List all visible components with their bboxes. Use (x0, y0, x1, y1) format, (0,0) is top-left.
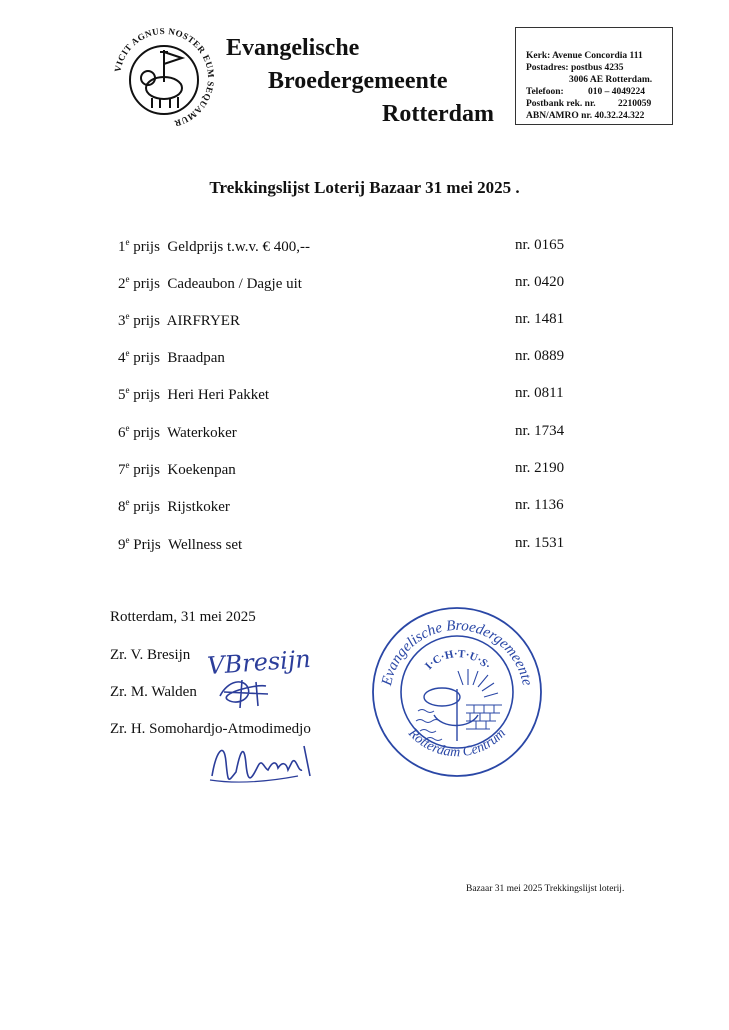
prize-number: nr. 2190 (515, 460, 565, 476)
prize-description: Cadeaubon / Dagje uit (167, 276, 302, 292)
signer-2: Zr. M. Walden (110, 684, 197, 700)
org-name-line2: Broedergemeente (268, 68, 448, 94)
prize-ordinal: 8e prijs (118, 497, 160, 515)
prize-number: nr. 1481 (515, 311, 565, 327)
prize-ordinal: 7e prijs (118, 460, 160, 478)
signer-1: Zr. V. Bresijn (110, 647, 191, 663)
prize-number: nr. 1531 (515, 535, 565, 551)
contact-phone (526, 86, 672, 98)
prize-description: Heri Heri Pakket (167, 387, 270, 403)
prize-row (118, 237, 578, 257)
prize-ordinal: 4e prijs (118, 348, 160, 366)
handwritten-signature-2-icon (214, 676, 274, 710)
church-stamp-icon (370, 605, 544, 779)
prize-ordinal: 3e prijs (118, 311, 160, 329)
place-date: Rotterdam, 31 mei 2025 (110, 609, 256, 625)
page-title: Trekkingslijst Loterij Bazaar 31 mei 2025 . (209, 178, 520, 197)
prize-row (118, 274, 578, 294)
prize-number: nr. 0811 (515, 385, 564, 401)
contact-phone-value: 010 – 4049224 (588, 87, 645, 97)
signer-3: Zr. H. Somohardjo-Atmodimedjo (110, 721, 311, 737)
prize-description: Braadpan (167, 350, 225, 366)
prize-row (118, 311, 578, 331)
prize-description: Koekenpan (167, 462, 236, 478)
prize-row (118, 423, 578, 443)
stamp-outer-bottom-text: Rotterdam Centrum (405, 725, 509, 761)
prize-row (118, 385, 578, 405)
prize-description: AIRFRYER (166, 313, 240, 329)
logo-seal-text: VICIT AGNUS NOSTER EUM SEQUAMUR (112, 25, 217, 129)
prize-ordinal: 2e prijs (118, 274, 160, 292)
svg-text:VBresijn: VBresijn (206, 644, 312, 681)
contact-postal-city: 3006 AE Rotterdam. (569, 75, 653, 85)
stamp-inner-text: I·C·H·T·U·S· (423, 648, 494, 673)
prize-row (118, 348, 578, 368)
handwritten-signature-3-icon (206, 732, 318, 788)
prize-row (118, 535, 578, 555)
prize-number: nr. 0165 (515, 237, 565, 253)
prize-description: Wellness set (168, 537, 243, 553)
contact-bank-label: Postbank rek. nr. (526, 99, 596, 109)
prize-number: nr. 0889 (515, 348, 565, 364)
contact-bank-value: 2210059 (618, 99, 652, 109)
svg-text:I·C·H·T·U·S· (423, 648, 493, 672)
prize-description: Waterkoker (167, 425, 237, 441)
prize-row (118, 497, 578, 517)
contact-church: Kerk: Avenue Concordia 111 (526, 51, 643, 61)
lamb-seal-logo-icon (108, 22, 220, 134)
contact-bank (526, 98, 672, 110)
contact-box (515, 27, 673, 125)
prize-number: nr. 0420 (515, 274, 565, 290)
prize-number: nr. 1734 (515, 423, 565, 439)
footer-note: Bazaar 31 mei 2025 Trekkingslijst loterij. (466, 884, 625, 894)
stamp-outer-top-text: Evangelische Broedergemeente (379, 617, 535, 688)
org-name-line1: Evangelische (226, 35, 360, 61)
org-name-line3: Rotterdam (382, 101, 494, 127)
prize-ordinal: 6e prijs (118, 423, 160, 441)
contact-abn: ABN/AMRO nr. 40.32.24.322 (526, 111, 645, 121)
prize-ordinal: 5e prijs (118, 385, 160, 403)
prize-ordinal: 9e Prijs (118, 535, 161, 553)
prize-description: Rijstkoker (167, 499, 230, 515)
contact-phone-label: Telefoon: (526, 87, 564, 97)
prize-description: Geldprijs t.w.v. € 400,-- (167, 239, 311, 255)
prize-row (118, 460, 578, 480)
prize-ordinal: 1e prijs (118, 237, 160, 255)
prize-number: nr. 1136 (515, 497, 564, 513)
contact-postal: Postadres: postbus 4235 (526, 63, 624, 73)
